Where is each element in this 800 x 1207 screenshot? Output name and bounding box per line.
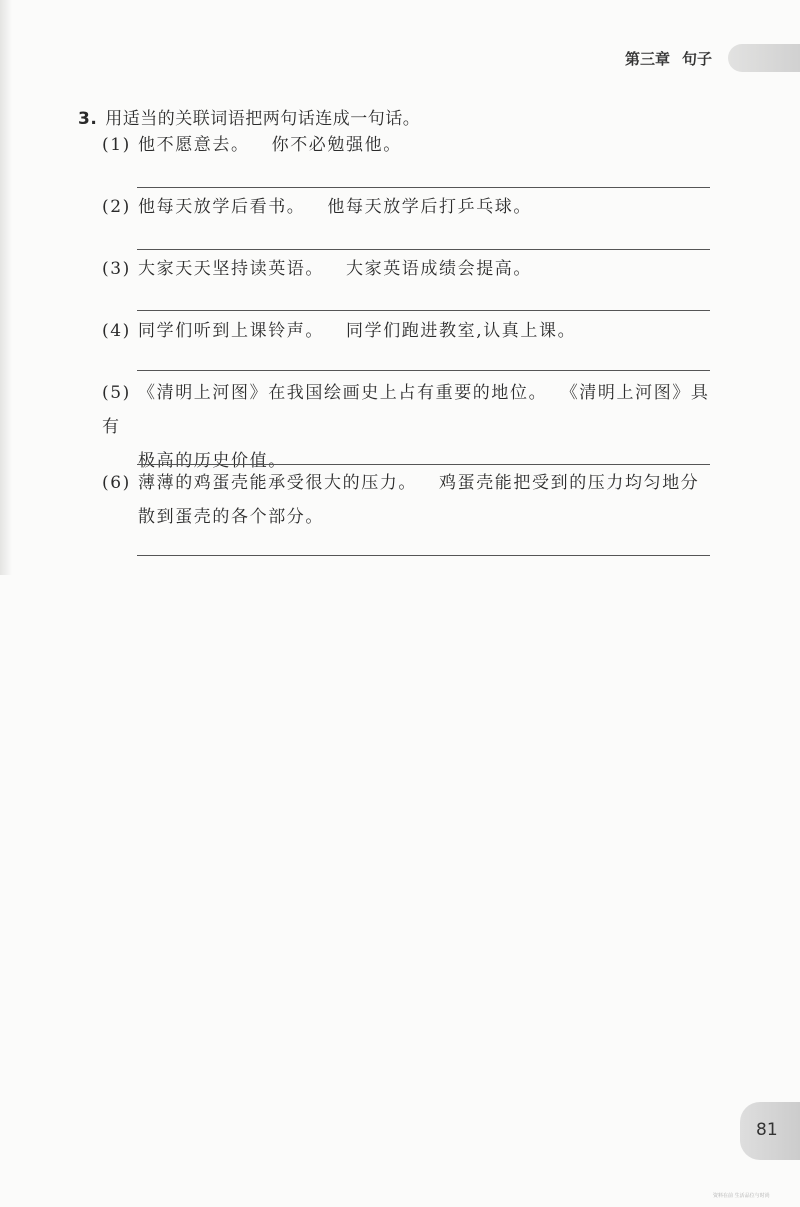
chapter-tab bbox=[728, 44, 800, 72]
sentence-one: 同学们听到上课铃声。 bbox=[138, 321, 324, 341]
answer-line[interactable] bbox=[137, 249, 710, 250]
footer-watermark: 资料在前 生活品位与时尚 bbox=[713, 1193, 770, 1199]
page-edge-shadow bbox=[0, 0, 12, 575]
answer-line[interactable] bbox=[137, 310, 710, 311]
sentence-one: 大家天天坚持读英语。 bbox=[138, 259, 324, 279]
question-heading bbox=[78, 104, 420, 129]
item-number: (2) bbox=[102, 197, 131, 217]
chapter-label: 第三章 bbox=[625, 50, 671, 68]
exercise-item bbox=[102, 190, 714, 224]
question-prompt: 用适当的关联词语把两句话连成一句话。 bbox=[105, 109, 421, 129]
exercise-item bbox=[102, 314, 714, 348]
exercise-item bbox=[102, 128, 714, 162]
sentence-two: 你不必勉强他。 bbox=[271, 135, 402, 155]
sentence-two: 《清明上河图》具有 bbox=[102, 383, 710, 437]
sentence-continuation: 极高的历史价值。 bbox=[138, 451, 287, 471]
chapter-header bbox=[625, 48, 712, 69]
sentence-continuation: 散到蛋壳的各个部分。 bbox=[138, 507, 324, 527]
sentence-two: 同学们跑进教室,认真上课。 bbox=[346, 321, 577, 341]
answer-line[interactable] bbox=[137, 464, 710, 465]
item-number: (6) bbox=[102, 473, 131, 493]
section-label: 句子 bbox=[682, 50, 713, 68]
exercise-item bbox=[102, 252, 714, 286]
sentence-one: 薄薄的鸡蛋壳能承受很大的压力。 bbox=[138, 473, 417, 493]
answer-line[interactable] bbox=[137, 555, 710, 556]
page-number: 81 bbox=[756, 1120, 778, 1140]
exercise-item bbox=[102, 466, 714, 534]
item-number: (4) bbox=[102, 321, 131, 341]
item-number: (3) bbox=[102, 259, 131, 279]
sentence-one: 《清明上河图》在我国绘画史上占有重要的地位。 bbox=[138, 383, 548, 403]
sentence-one: 他每天放学后看书。 bbox=[138, 197, 306, 217]
question-number: 3. bbox=[78, 109, 98, 129]
sentence-one: 他不愿意去。 bbox=[138, 135, 250, 155]
item-number: (1) bbox=[102, 135, 131, 155]
sentence-two: 他每天放学后打乒乓球。 bbox=[327, 197, 533, 217]
answer-line[interactable] bbox=[137, 187, 710, 188]
sentence-two: 大家英语成绩会提高。 bbox=[346, 259, 532, 279]
answer-line[interactable] bbox=[137, 370, 710, 371]
item-number: (5) bbox=[102, 383, 131, 403]
sentence-two: 鸡蛋壳能把受到的压力均匀地分 bbox=[439, 473, 700, 493]
exercise-item bbox=[102, 376, 714, 478]
